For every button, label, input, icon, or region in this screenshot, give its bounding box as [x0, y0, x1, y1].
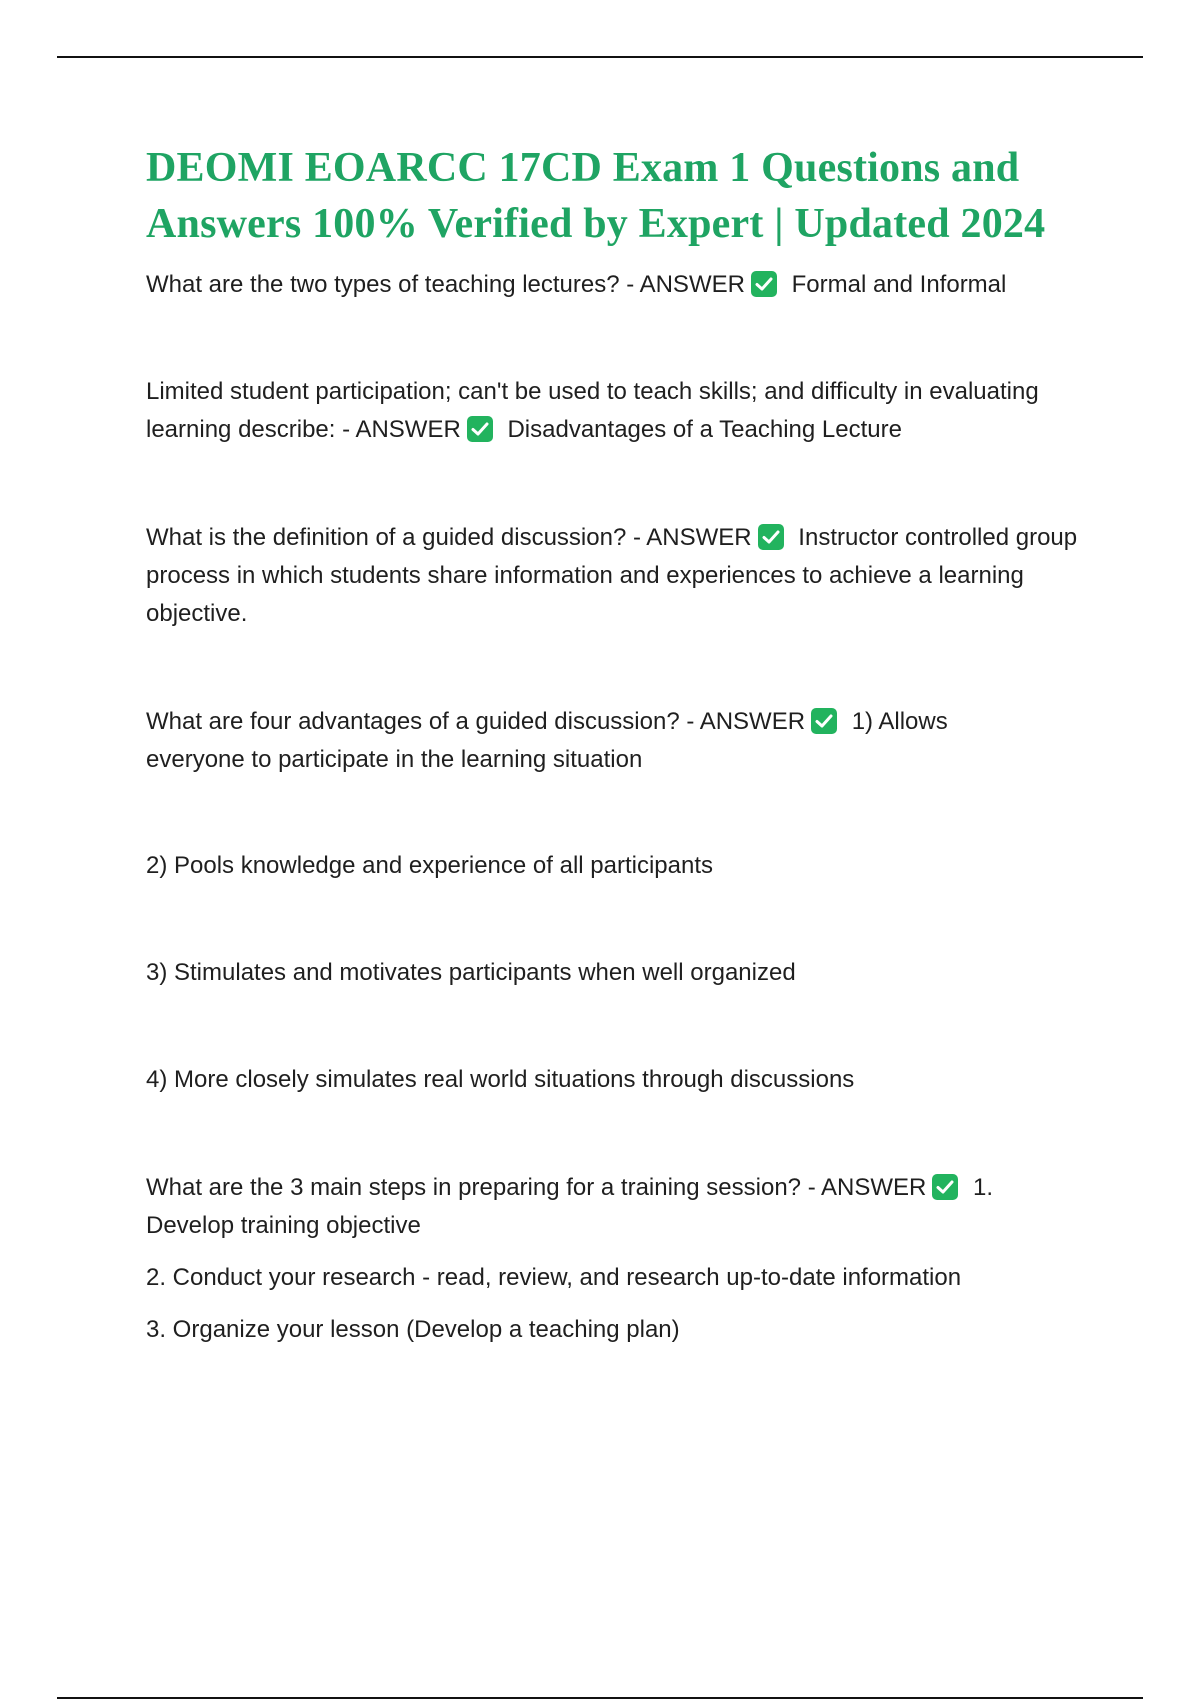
check-mark-icon	[751, 271, 777, 297]
question-text: What are the two types of teaching lectures? -	[146, 271, 640, 298]
advantage-item: 4) More closely simulates real world situations through discussions	[146, 1066, 855, 1093]
title-line-2: Answers 100% Verified by Expert | Updated 2024	[146, 201, 1046, 247]
qa-item	[146, 1169, 1066, 1245]
document-title	[146, 140, 1096, 252]
answer-label: ANSWER	[699, 708, 806, 735]
answer-label: ANSWER	[639, 271, 745, 298]
bottom-rule	[57, 1697, 1143, 1699]
question-text: What are the 3 main steps in preparing for a training session? -	[146, 1174, 822, 1201]
question-text: What is the definition of a guided discussion? -	[146, 524, 647, 551]
answer-text: Formal and Informal	[784, 271, 1007, 298]
qa-item	[146, 266, 1096, 304]
title-line-1: DEOMI EOARCC 17CD Exam 1 Questions and	[146, 145, 1020, 191]
advantage-item: 3) Stimulates and motivates participants when well organized	[146, 959, 796, 986]
check-mark-icon	[467, 416, 493, 442]
step-item: 3. Organize your lesson (Develop a teaching plan)	[146, 1316, 680, 1343]
question-text: What are four advantages of a guided discussion? -	[146, 708, 700, 735]
answer-text: Instructor controlled group process in which students share information and experiences to achieve a learning objective.	[146, 524, 1078, 627]
answer-label: ANSWER	[646, 524, 752, 551]
answer-text: 1. Develop training objective	[146, 1174, 994, 1239]
top-rule	[57, 56, 1143, 58]
answer-text: Disadvantages of a Teaching Lecture	[500, 416, 902, 443]
advantage-item: 2) Pools knowledge and experience of all participants	[146, 852, 714, 879]
step-item: 2. Conduct your research - read, review, and research up-to-date information	[146, 1264, 962, 1291]
qa-item	[146, 373, 1066, 449]
answer-label: ANSWER	[821, 1174, 927, 1201]
qa-item	[146, 703, 1026, 779]
document-body	[146, 140, 1096, 1349]
answer-text: 1) Allows everyone to participate in the learning situation	[146, 708, 948, 773]
answer-label: ANSWER	[355, 416, 461, 443]
qa-item	[146, 519, 1096, 633]
check-mark-icon	[932, 1174, 958, 1200]
check-mark-icon	[811, 708, 837, 734]
question-text: Limited student participation; can't be used to teach skills; and difficulty in evaluating learning describe: -	[146, 378, 1039, 443]
check-mark-icon	[758, 524, 784, 550]
